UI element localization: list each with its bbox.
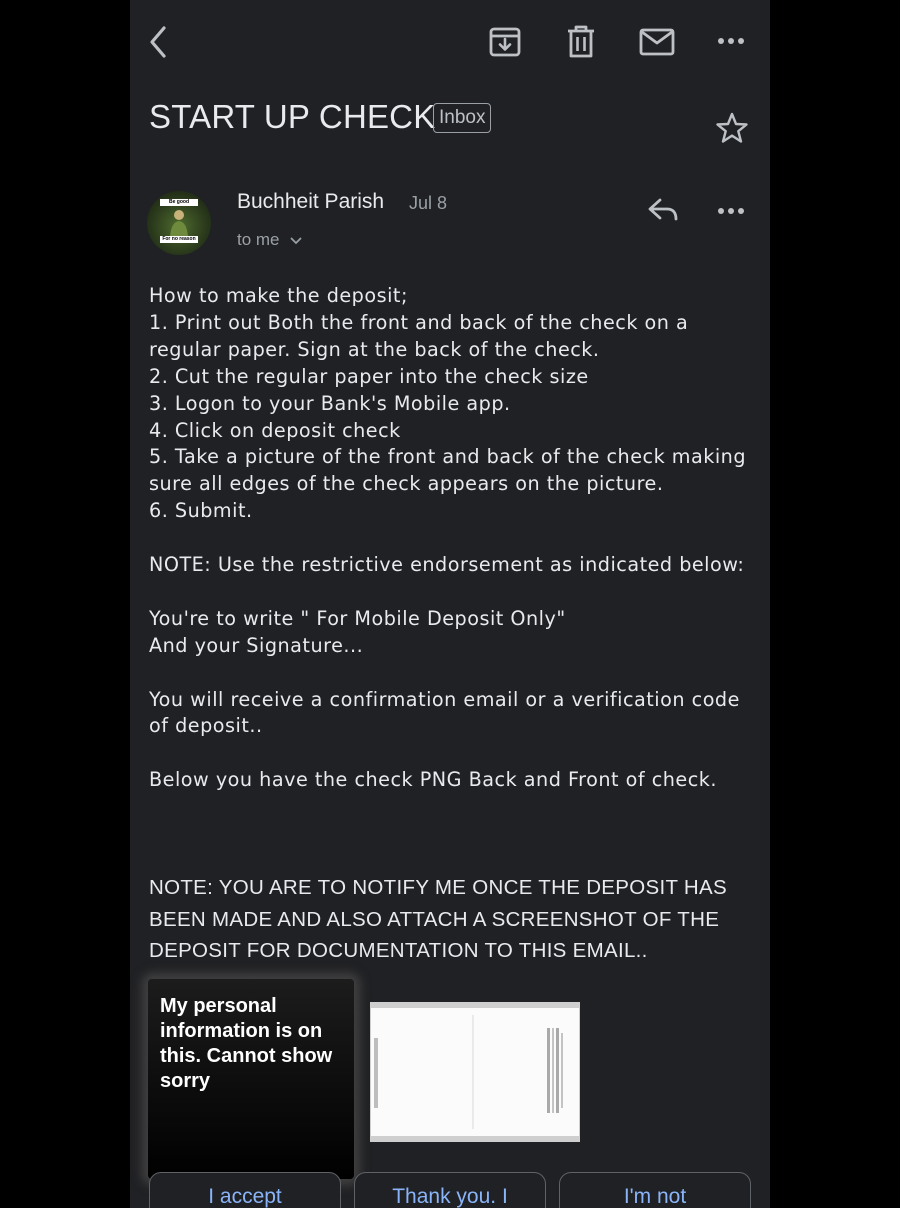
body-line: 1. Print out Both the front and back of the check on a regular paper. Sign at the back of the check. — [149, 310, 689, 361]
body-line: 5. Take a picture of the front and back of the check making sure all edges of the check appears on the picture. — [149, 445, 747, 496]
body-line: 4. Click on deposit check — [149, 418, 401, 442]
body-line: 2. Cut the regular paper into the check size — [149, 364, 589, 388]
check-back-image — [371, 1003, 579, 1141]
recipient-details-toggle[interactable] — [237, 230, 302, 250]
body-line: You will receive a confirmation email or a verification code of deposit.. — [149, 687, 740, 738]
sender-name[interactable]: Buchheit Parish — [237, 190, 385, 213]
email-body — [149, 283, 761, 794]
avatar-caption-top: Be good — [160, 199, 198, 206]
email-date: Jul 8 — [409, 193, 448, 213]
redacted-attachment[interactable] — [148, 979, 354, 1179]
caps-note: NOTE: YOU ARE TO NOTIFY ME ONCE THE DEPOSIT HAS BEEN MADE AND ALSO ATTACH A SCREENSHOT OF THE DEPOSIT FOR DOCUMENTATION TO THIS EMAIL.. — [149, 876, 727, 962]
body-line: You're to write " For Mobile Deposit Only" — [149, 606, 566, 630]
back-arrow-icon[interactable] — [144, 22, 176, 62]
body-line: How to make the deposit; — [149, 284, 408, 307]
body-line: 6. Submit. — [149, 499, 253, 523]
star-icon[interactable] — [715, 111, 749, 145]
mail-icon[interactable] — [638, 26, 676, 58]
more-horizontal-icon[interactable] — [716, 34, 746, 48]
avatar-caption-bottom: For no reason — [160, 236, 198, 243]
body-line: NOTE: Use the restrictive endorsement as indicated below: — [149, 553, 745, 577]
chevron-down-icon — [290, 237, 302, 245]
reply-icon[interactable] — [646, 195, 680, 225]
check-back-attachment[interactable] — [370, 1002, 580, 1142]
smart-reply-chip[interactable]: I'm not — [559, 1172, 751, 1208]
message-more-icon[interactable] — [716, 204, 746, 218]
recipient-text: to me — [237, 230, 280, 249]
smart-reply-chip[interactable]: I accept — [149, 1172, 341, 1208]
body-line: And your Signature... — [149, 633, 364, 657]
email-screen — [130, 0, 770, 1208]
body-line: Below you have the check PNG Back and Front of check. — [149, 768, 717, 792]
archive-icon[interactable] — [488, 25, 522, 59]
body-line: 3. Logon to your Bank's Mobile app. — [149, 391, 511, 415]
redaction-note: My personal information is on this. Cannot show sorry — [160, 995, 333, 1092]
avatar-figure-icon — [165, 207, 193, 237]
trash-icon[interactable] — [564, 24, 598, 60]
email-subject: START UP CHECK — [149, 98, 436, 135]
smart-reply-chip[interactable]: Thank you. I — [354, 1172, 546, 1208]
inbox-label-badge[interactable]: Inbox — [433, 103, 491, 133]
sender-avatar[interactable] — [147, 191, 211, 255]
